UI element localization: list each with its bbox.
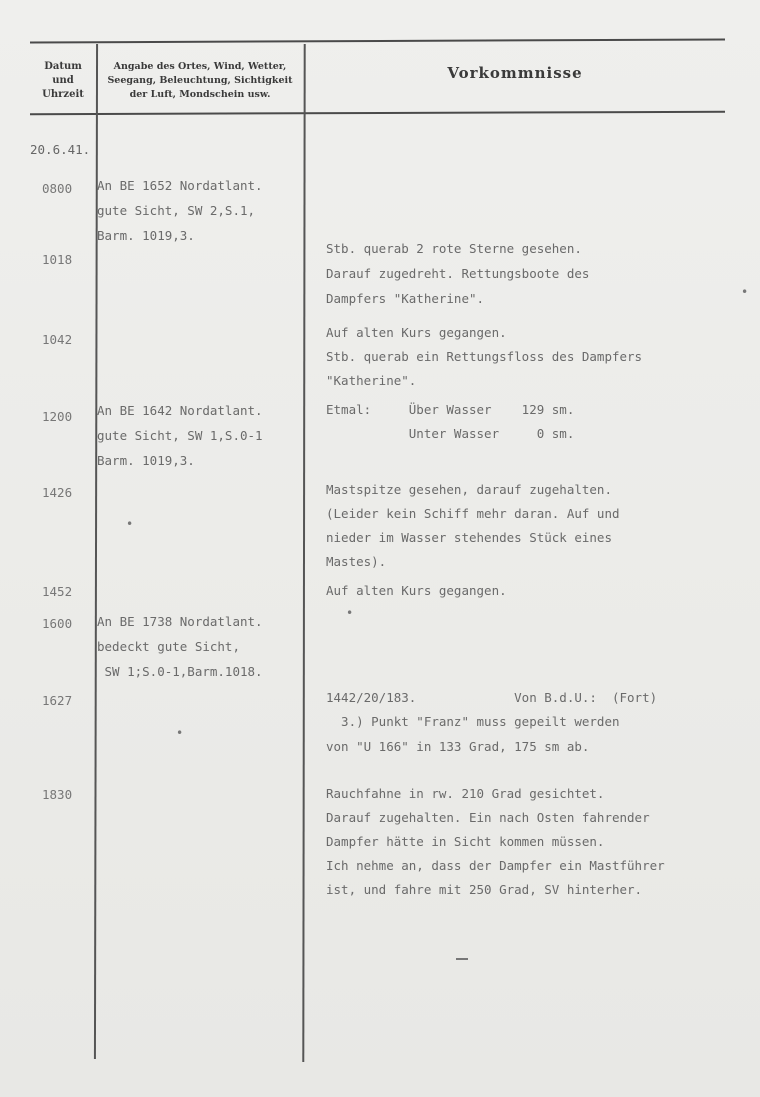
entry-location-line: bedeckt gute Sicht, xyxy=(97,639,240,654)
entry-event-line: Darauf zugehalten. Ein nach Osten fahrender xyxy=(326,810,650,825)
entry-event-line: Mastspitze gesehen, darauf zugehalten. xyxy=(326,482,612,497)
entry-location-line: An BE 1642 Nordatlant. xyxy=(97,403,263,418)
stray-mark: • xyxy=(346,606,354,620)
entry-event-line: Auf alten Kurs gegangen. xyxy=(326,583,507,598)
stray-mark: • xyxy=(126,517,134,531)
stray-mark: • xyxy=(741,285,749,299)
header-events: Vorkommnisse xyxy=(447,64,583,82)
entry-event-line: Mastes). xyxy=(326,554,387,569)
log-date: 20.6.41. xyxy=(30,142,91,157)
entry-event-line: nieder im Wasser stehendes Stück eines xyxy=(326,530,612,545)
header-date-time: Datum und Uhrzeit xyxy=(42,61,84,100)
entry-event-line: ist, und fahre mit 250 Grad, SV hinterher. xyxy=(326,882,643,897)
top-rule xyxy=(30,38,725,43)
entry-location-line: Barm. 1019,3. xyxy=(97,228,195,243)
entry-event-line: Etmal: Über Wasser 129 sm. xyxy=(326,402,575,417)
entry-time: 1200 xyxy=(42,409,73,424)
entry-event-line: Dampfers "Katherine". xyxy=(326,291,485,306)
entry-time: 0800 xyxy=(42,181,73,196)
entry-event-line: "Katherine". xyxy=(326,373,417,388)
entry-location-line: An BE 1738 Nordatlant. xyxy=(97,614,263,629)
entry-time: 1042 xyxy=(42,332,73,347)
stray-mark xyxy=(456,958,468,960)
entry-time: 1452 xyxy=(42,584,73,599)
entry-event-line: 1442/20/183. Von B.d.U.: (Fort) xyxy=(326,690,658,705)
entry-location-line: gute Sicht, SW 1,S.0-1 xyxy=(97,428,263,443)
entry-time: 1426 xyxy=(42,485,73,500)
entry-event-line: Rauchfahne in rw. 210 Grad gesichtet. xyxy=(326,786,605,801)
entry-event-line: Dampfer hätte in Sicht kommen müssen. xyxy=(326,834,605,849)
entry-time: 1018 xyxy=(42,252,73,267)
entry-event-line: (Leider kein Schiff mehr daran. Auf und xyxy=(326,506,620,521)
entry-event-line: Stb. querab ein Rettungsfloss des Dampfers xyxy=(326,349,643,364)
entry-event-line: 3.) Punkt "Franz" muss gepeilt werden xyxy=(326,714,620,729)
entry-location-line: SW 1;S.0-1,Barm.1018. xyxy=(97,664,263,679)
column-divider-2 xyxy=(302,44,305,1062)
stray-mark: • xyxy=(176,726,184,740)
entry-event-line: Auf alten Kurs gegangen. xyxy=(326,325,507,340)
entry-time: 1600 xyxy=(42,616,73,631)
entry-event-line: Stb. querab 2 rote Sterne gesehen. xyxy=(326,241,582,256)
entry-time: 1830 xyxy=(42,787,73,802)
entry-event-line: Unter Wasser 0 sm. xyxy=(326,426,575,441)
entry-event-line: Darauf zugedreht. Rettungsboote des xyxy=(326,266,590,281)
header-rule xyxy=(30,111,725,115)
header-location-weather: Angabe des Ortes, Wind, Wetter, Seegang, Beleuchtung, Sichtigkeit der Luft, Mondschein usw. xyxy=(107,61,293,100)
entry-time: 1627 xyxy=(42,693,73,708)
entry-location-line: gute Sicht, SW 2,S.1, xyxy=(97,203,256,218)
entry-location-line: An BE 1652 Nordatlant. xyxy=(97,178,263,193)
entry-event-line: von "U 166" in 133 Grad, 175 sm ab. xyxy=(326,739,590,754)
entry-event-line: Ich nehme an, dass der Dampfer ein Mastführer xyxy=(326,858,665,873)
entry-location-line: Barm. 1019,3. xyxy=(97,453,195,468)
